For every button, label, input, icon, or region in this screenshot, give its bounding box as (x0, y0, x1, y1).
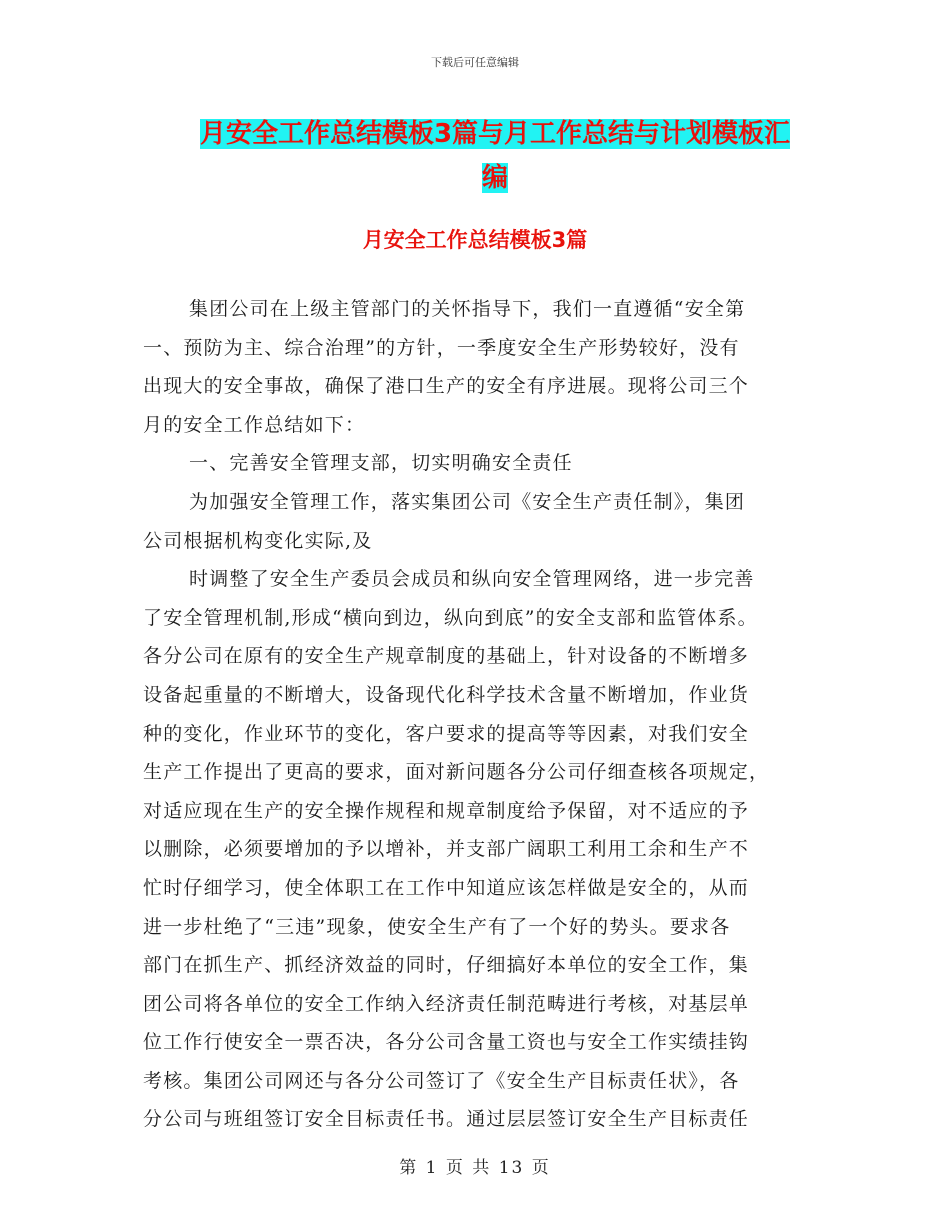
document-title-line1: 月安全工作总结模板3篇与月工作总结与计划模板汇 (199, 119, 791, 149)
paragraph-line: 团公司将各单位的安全工作纳入经济责任制范畴进行考核，对基层单 (143, 992, 750, 1015)
body-text (143, 290, 823, 1139)
page-number-footer: 第 1 页 共 13 页 (399, 1158, 551, 1178)
document-title-line2: 编 (481, 163, 508, 193)
paragraph-line: 集团公司在上级主管部门的关怀指导下，我们一直遵循“安全第 (189, 298, 746, 320)
paragraph-line: 进一步杜绝了“三违”现象，使安全生产有了一个好的势头。要求各 (143, 915, 731, 938)
paragraph-line: 各分公司在原有的安全生产规章制度的基础上，针对设备的不断增多 (143, 645, 750, 668)
paragraph-line: 分公司与班组签订安全目标责任书。通过层层签订安全生产目标责任 (143, 1108, 750, 1131)
paragraph-line: 位工作行使安全一票否决，各分公司含量工资也与安全工作实绩挂钩 (143, 1031, 750, 1054)
paragraph-line: 生产工作提出了更高的要求，面对新问题各分公司仔细查核各项规定， (143, 761, 770, 784)
paragraph-line: 月的安全工作总结如下： (143, 413, 366, 436)
paragraph-line: 种的变化，作业环节的变化，客户要求的提高等等因素，对我们安全 (143, 722, 750, 745)
section-title: 月安全工作总结模板3篇 (362, 228, 588, 252)
paragraph-line: 以删除，必须要增加的予以增补，并支部广阔职工利用工余和生产不 (143, 838, 750, 861)
paragraph-line: 设备起重量的不断增大，设备现代化科学技术含量不断增加，作业货 (143, 683, 750, 706)
document-title (150, 112, 840, 200)
paragraph-line: 部门在抓生产、抓经济效益的同时，仔细搞好本单位的安全工作，集 (143, 954, 750, 977)
paragraph-line: 考核。集团公司网还与各分公司签订了《安全生产目标责任状》，各 (143, 1069, 740, 1092)
paragraph-line: 忙时仔细学习，使全体职工在工作中知道应该怎样做是安全的，从而 (143, 876, 750, 899)
paragraph-line: 为加强安全管理工作，落实集团公司《安全生产责任制》，集团 (189, 490, 746, 513)
header-note: 下载后可任意编辑 (431, 56, 519, 69)
section-heading-line: 一、完善安全管理支部，切实明确安全责任 (189, 452, 573, 475)
paragraph-line: 了安全管理机制,形成“横向到边，纵向到底”的安全支部和监管体系。 (143, 606, 758, 629)
paragraph-line: 出现大的安全事故，确保了港口生产的安全有序进展。现将公司三个 (143, 375, 750, 398)
paragraph-line: 时调整了安全生产委员会成员和纵向安全管理网络，进一步完善 (189, 568, 755, 591)
paragraph-line: 对适应现在生产的安全操作规程和规章制度给予保留，对不适应的予 (143, 799, 750, 822)
paragraph-line: 公司根据机构变化实际,及 (143, 529, 373, 552)
paragraph-line: 一、预防为主、综合治理”的方针，一季度安全生产形势较好，没有 (143, 336, 740, 359)
